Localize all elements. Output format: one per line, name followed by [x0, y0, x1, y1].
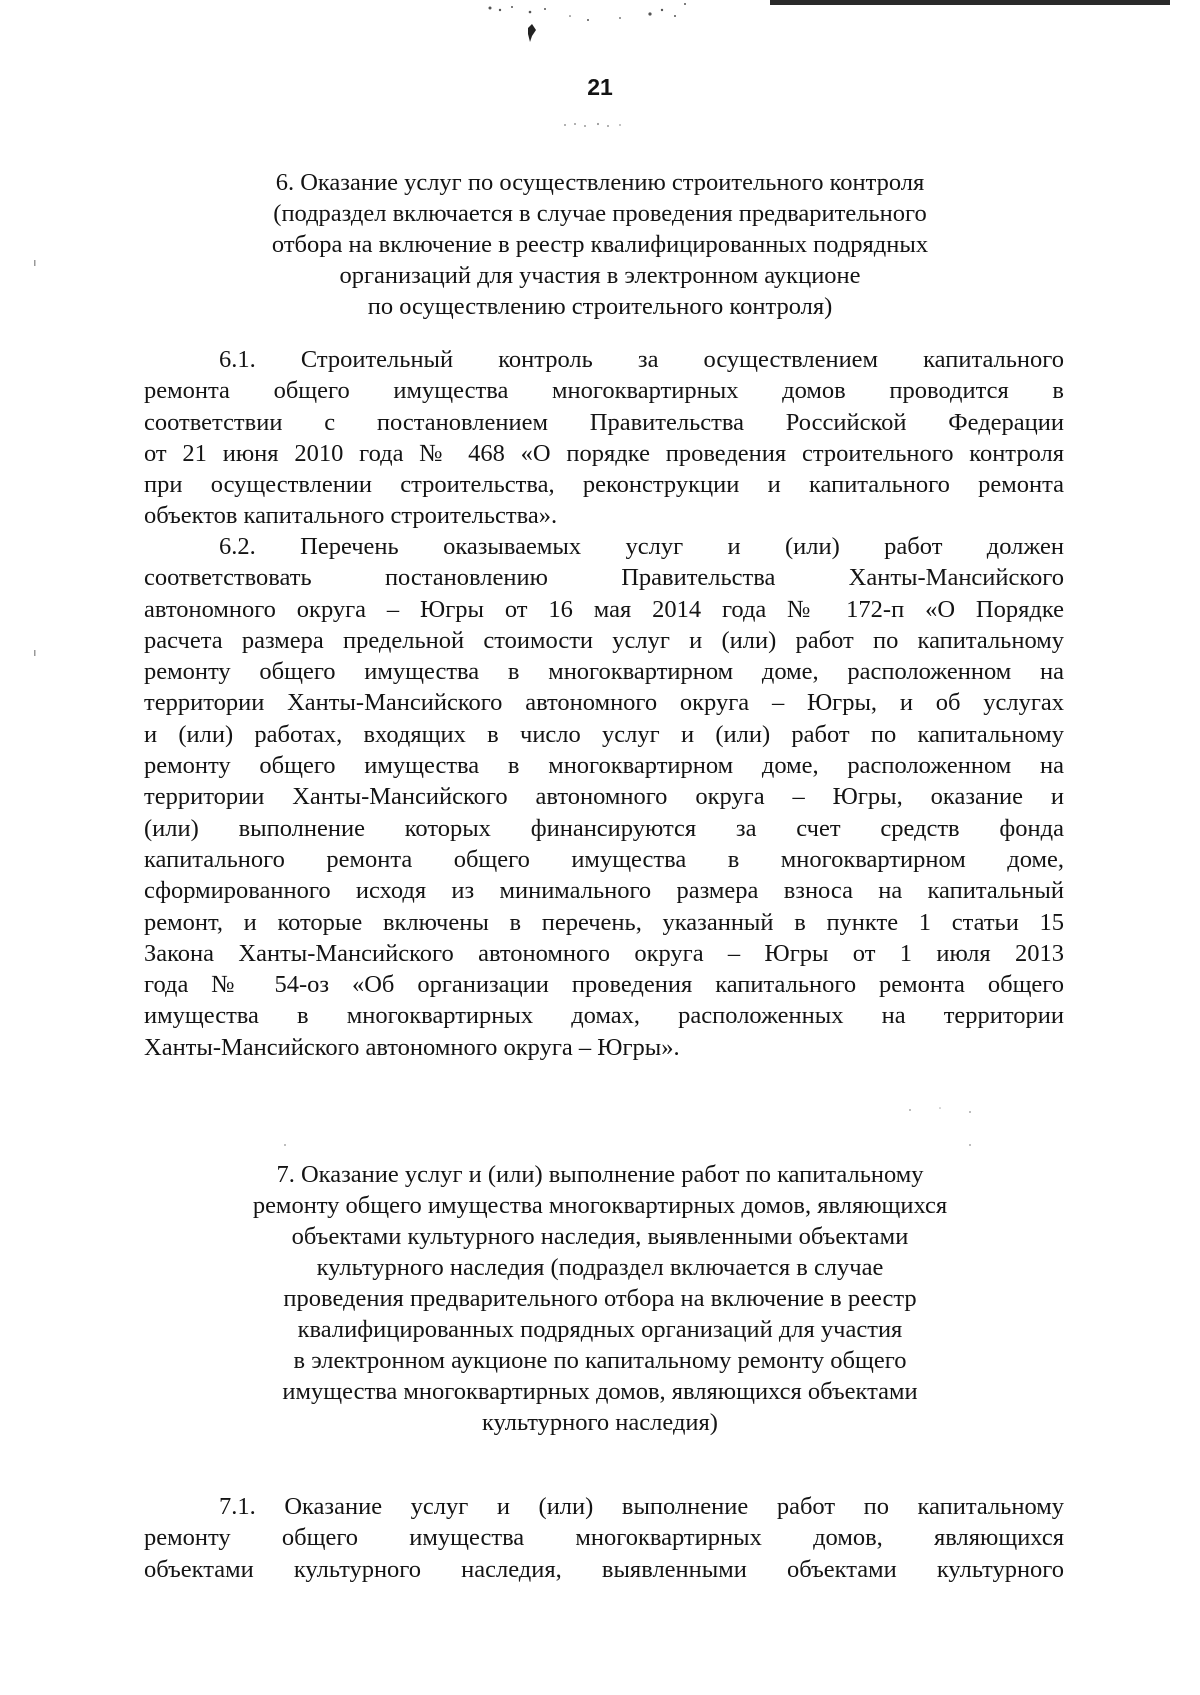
scan-artifact-speck [560, 120, 630, 130]
paragraph-line: расчета размера предельной стоимости услуг и (или) работ по капитальному [144, 626, 1064, 654]
heading-line: 6. Оказание услуг по осуществлению строительного контроля [275, 169, 925, 196]
paragraph-line: соответствии с постановлением Правительства Российской Федерации [144, 408, 1064, 436]
paragraph-line: имущества в многоквартирных домах, расположенных на территории [144, 1002, 1064, 1030]
paragraph-line: капитального ремонта общего имущества в многоквартирном доме, [144, 845, 1064, 873]
scan-artifact-dots [280, 1140, 980, 1150]
paragraph-7-1 [144, 1491, 1064, 1585]
paragraph-line: (или) выполнение которых финансируются за счет средств фонда [144, 814, 1064, 842]
heading-line: по осуществлению строительного контроля) [367, 293, 833, 320]
paragraph-line: при осуществлении строительства, реконструкции и капитального ремонта [144, 471, 1064, 499]
heading-line: культурного наследия (подраздел включается в случае [316, 1254, 884, 1281]
paragraph-line: года № 54-оз «Об организации проведения капитального ремонта общего [144, 971, 1064, 999]
scan-artifact-mark [470, 0, 730, 50]
scan-artifact-dots [30, 260, 40, 660]
paragraph-line: сформированного исходя из минимального размера взноса на капитальный [144, 877, 1064, 905]
heading-line: проведения предварительного отбора на включение в реестр [283, 1285, 917, 1312]
page-number: 21 [587, 74, 613, 100]
paragraph-line: ремонту общего имущества в многоквартирном доме, расположенном на [144, 752, 1064, 780]
paragraph-line: объектами культурного наследия, выявленными объектами культурного [144, 1555, 1064, 1583]
heading-line: культурного наследия) [482, 1409, 718, 1436]
paragraph-line: от 21 июня 2010 года № 468 «О порядке проведения строительного контроля [144, 439, 1064, 467]
paragraph-line: объектов капитального строительства». [144, 502, 558, 530]
heading-line: квалифицированных подрядных организаций для участия [297, 1316, 903, 1343]
paragraph-line: 7.1. Оказание услуг и (или) выполнение работ по капитальному [219, 1493, 1064, 1520]
heading-line: организаций для участия в электронном аукционе [339, 262, 861, 289]
paragraph-6-2 [144, 531, 1064, 1063]
heading-line: ремонту общего имущества многоквартирных домов, являющихся [252, 1192, 948, 1219]
paragraph-line: автономного округа – Югры от 16 мая 2014 года № 172-п «О Порядке [144, 595, 1064, 623]
scan-border-line [770, 0, 1170, 5]
heading-line: отбора на включение в реестр квалифицированных подрядных [271, 231, 929, 258]
heading-line: в электронном аукционе по капитальному ремонту общего [293, 1347, 907, 1374]
paragraph-line: ремонта общего имущества многоквартирных домов проводится в [144, 377, 1064, 405]
paragraph-line: ремонту общего имущества многоквартирных домов, являющихся [144, 1524, 1064, 1552]
paragraph-line: ремонту общего имущества в многоквартирном доме, расположенном на [144, 658, 1064, 686]
section-7-heading [130, 1159, 1070, 1438]
paragraph-line: 6.2. Перечень оказываемых услуг и (или) работ должен [219, 533, 1064, 560]
paragraph-line: Ханты-Мансийского автономного округа – Югры». [144, 1033, 680, 1061]
heading-line: объектами культурного наследия, выявленными объектами [291, 1223, 909, 1250]
paragraph-line: ремонт, и которые включены в перечень, указанный в пункте 1 статьи 15 [144, 908, 1064, 936]
paragraph-6-1 [144, 344, 1064, 532]
heading-line: 7. Оказание услуг и (или) выполнение работ по капитальному [276, 1161, 924, 1188]
section-6-heading [130, 167, 1070, 322]
paragraph-line: территории Ханты-Мансийского автономного округа – Югры, оказание и [144, 783, 1064, 811]
paragraph-line: 6.1. Строительный контроль за осуществлением капитального [219, 346, 1064, 373]
heading-line: имущества многоквартирных домов, являющихся объектами [282, 1378, 918, 1405]
scan-artifact-dots [900, 1100, 980, 1120]
paragraph-line: соответствовать постановлению Правительства Ханты-Мансийского [144, 564, 1064, 592]
paragraph-line: и (или) работах, входящих в число услуг и (или) работ по капитальному [144, 720, 1064, 748]
heading-line: (подраздел включается в случае проведения предварительного [273, 200, 927, 227]
paragraph-line: территории Ханты-Мансийского автономного округа – Югры, и об услугах [144, 689, 1064, 717]
paragraph-line: Закона Ханты-Мансийского автономного округа – Югры от 1 июля 2013 [144, 939, 1064, 967]
